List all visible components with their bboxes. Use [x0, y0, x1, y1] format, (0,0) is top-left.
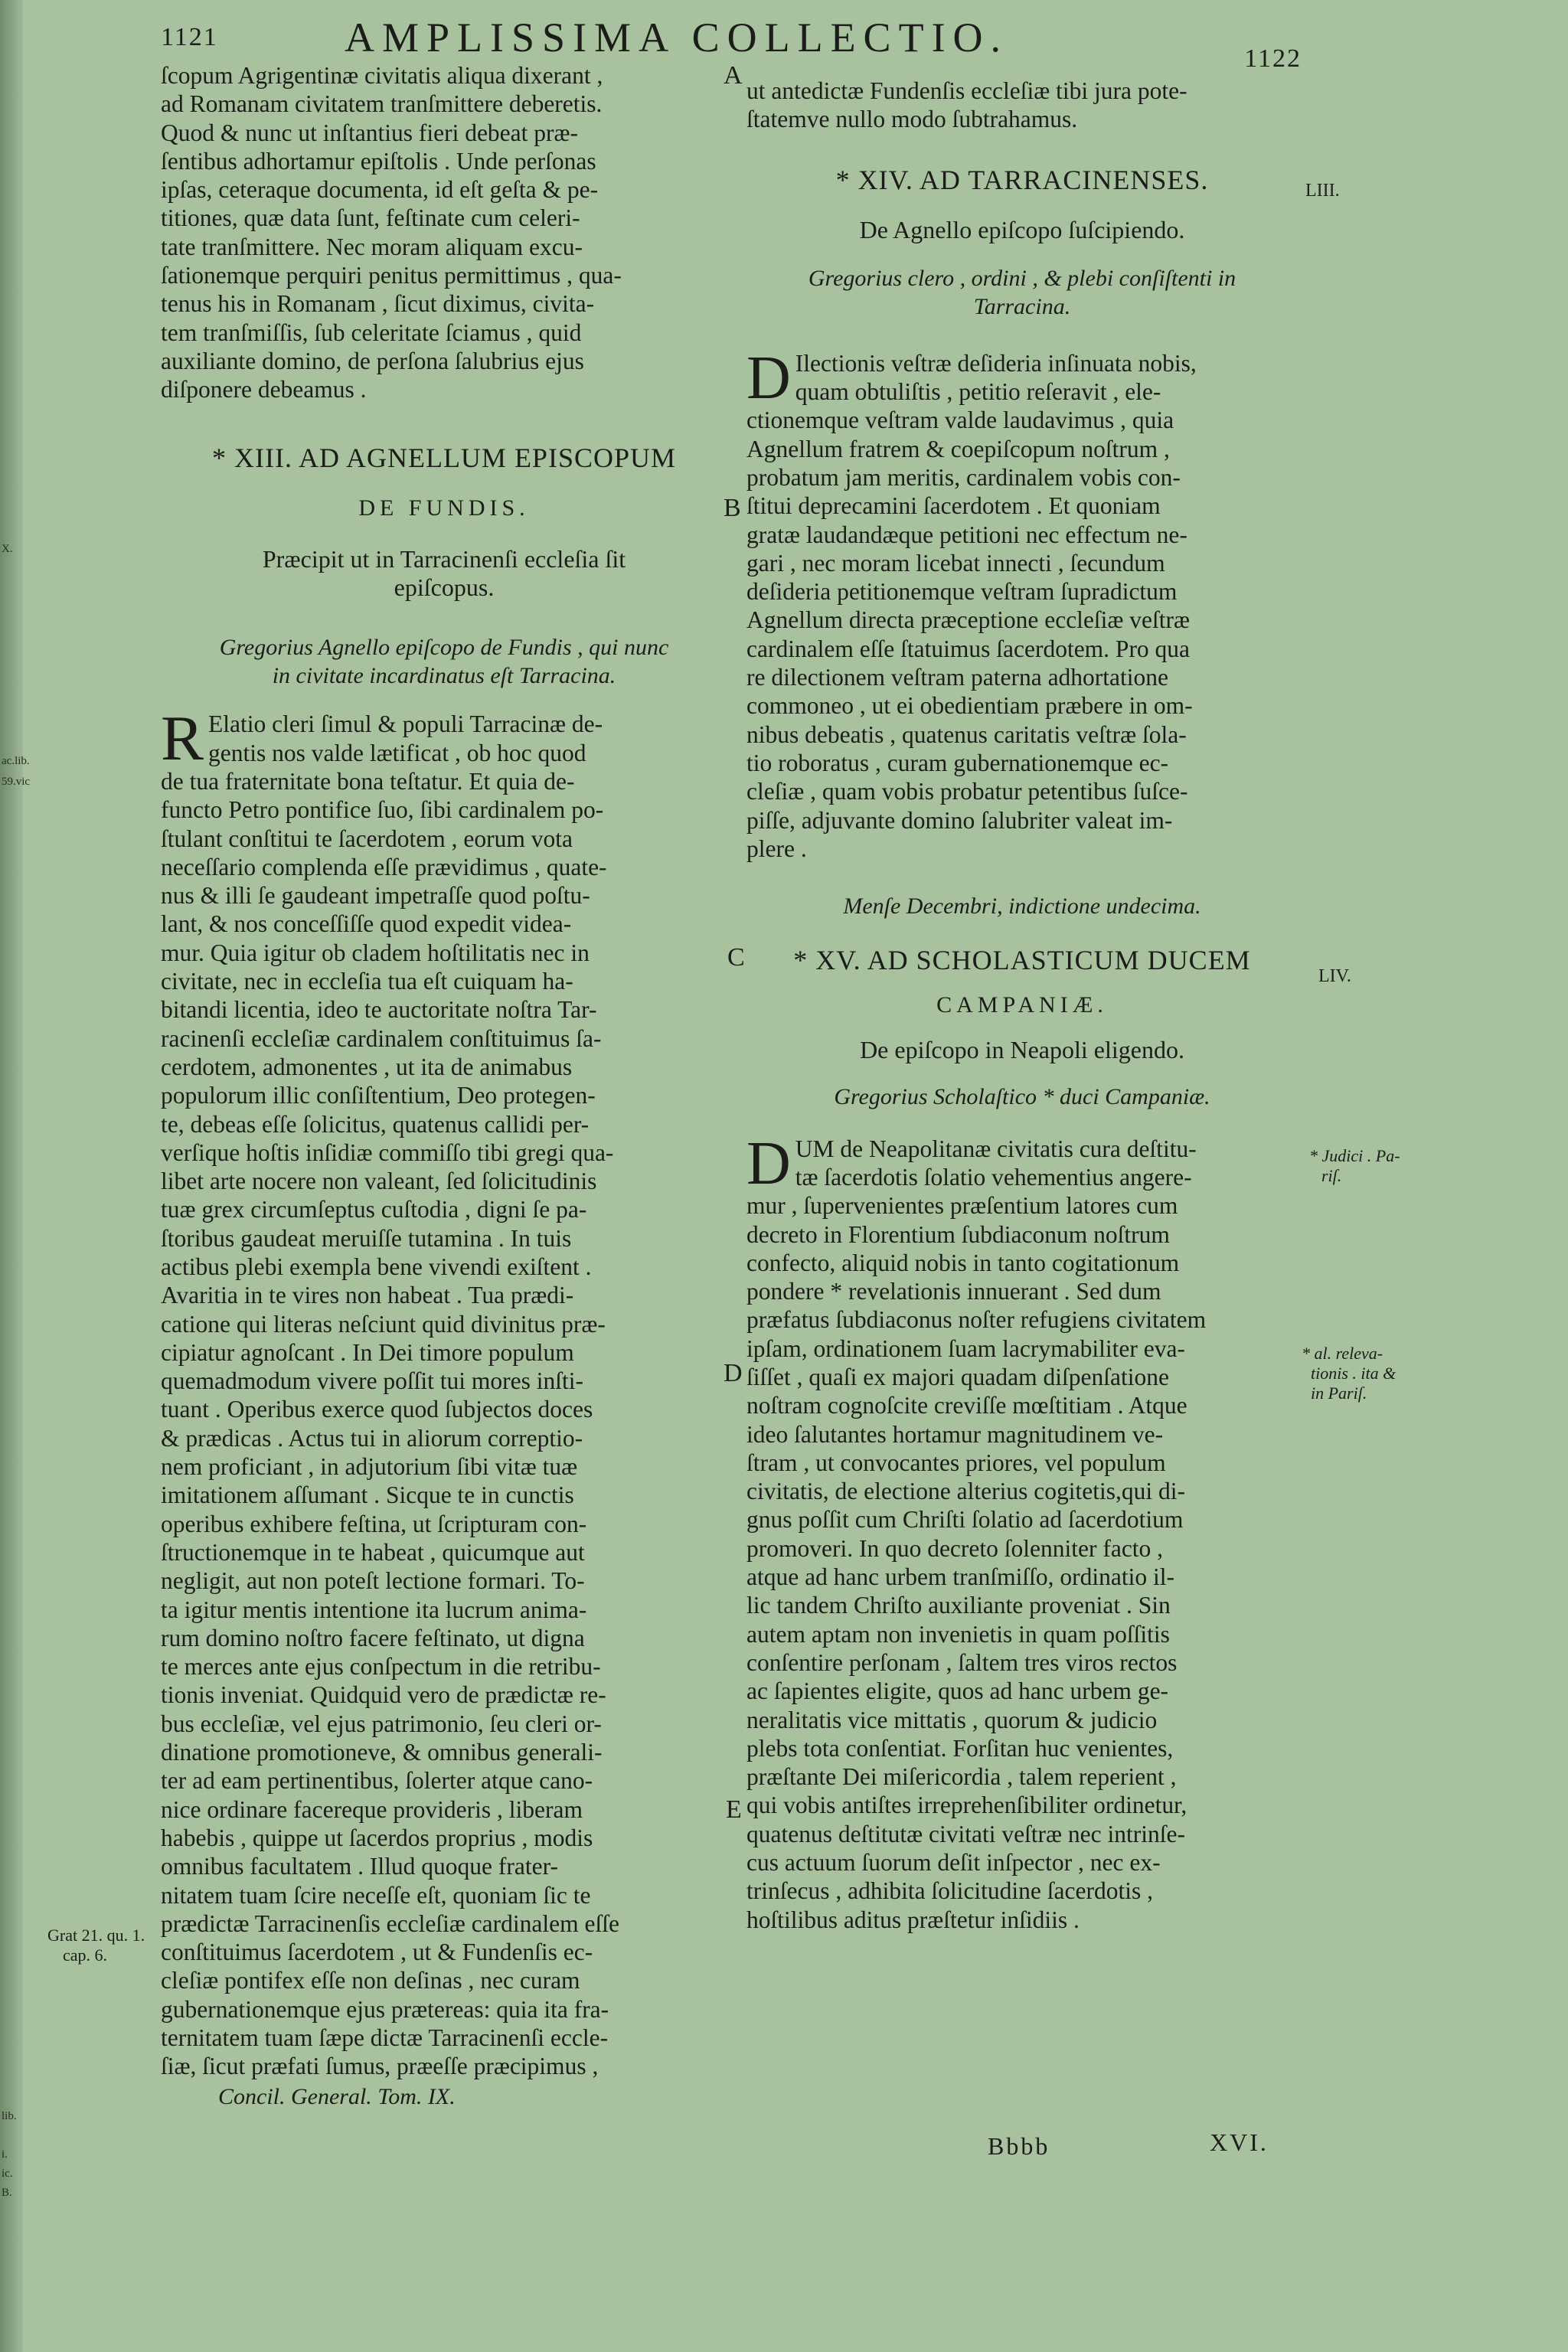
margin-letter: C — [727, 943, 745, 972]
letter-date: Menſe Decembri, indictione undecima. — [843, 893, 1201, 920]
text-line: verſique hoſtis inſidiæ commiſſo tibi gregi qua- — [161, 1138, 614, 1166]
text-line: ut antedictæ Fundenſis eccleſiæ tibi jura pote- — [746, 77, 1187, 104]
text-line: ctionemque veſtram valde laudavimus , quia — [746, 407, 1174, 434]
side-note — [1302, 1344, 1396, 1403]
text-line: rum domino noſtro facere feſtinato, ut digna — [161, 1624, 585, 1651]
signature-mark: Bbbb — [988, 2132, 1050, 2160]
text-line: probatum jam meritis, cardinalem vobis con- — [746, 463, 1181, 491]
text-line: ſtoribus gaudeat meruiſſe tutamina . In tuis — [161, 1224, 572, 1252]
text-line: ac ſapientes eligite, quos ad hanc urbem ge- — [746, 1677, 1169, 1705]
text-line: negligit, aut non poteſt lectione formari. To- — [161, 1567, 585, 1595]
letter-address: Tarracina. — [973, 294, 1071, 320]
margin-mark: B. — [2, 2187, 12, 2199]
text-line: nice ordinare facereque provideris , liberam — [161, 1795, 583, 1823]
side-note-line: in Pariſ. — [1311, 1383, 1367, 1403]
section-summary: Præcipit ut in Tarracinenſi eccleſia ſit — [262, 545, 626, 573]
page-gutter — [0, 0, 31, 2352]
text-line: nem proficiant , in adjutorium ſibi vitæ tuæ — [161, 1453, 578, 1481]
section-heading: * XV. AD SCHOLASTICUM DUCEM — [793, 945, 1251, 976]
text-line: neralitatis vice mittatis , quorum & judicio — [746, 1706, 1158, 1733]
section-summary: De Agnello epiſcopo ſuſcipiendo. — [859, 215, 1185, 243]
text-line: gratæ laudandæque petitioni nec effectum ne- — [746, 521, 1187, 548]
text-line: mur. Quia igitur ob cladem hoſtilitatis nec in — [161, 939, 590, 966]
section-subheading: DE FUNDIS. — [358, 495, 530, 521]
text-line: auxiliante domino, de perſona ſalubrius ejus — [161, 347, 584, 374]
text-line: bitandi licentia, ideo te auctoritate noſtra Tar- — [161, 996, 597, 1024]
text-line: tionis inveniat. Quidquid vero de prædictæ re- — [161, 1681, 606, 1709]
text-line: Avaritia in te vires non habeat . Tua prædi- — [161, 1282, 574, 1309]
text-line: civitatis, de electione alterius cogitetis,qui di- — [746, 1478, 1185, 1505]
text-line: titiones, quæ data ſunt, feſtinate cum celeri- — [161, 204, 580, 232]
side-note-line: Grat 21. qu. 1. — [47, 1926, 145, 1945]
side-note — [1309, 1146, 1400, 1186]
section-heading: * XIII. AD AGNELLUM EPISCOPUM — [211, 442, 677, 473]
drop-cap: D — [746, 1129, 791, 1197]
text-line: lic tandem Chriſto auxiliante proveniat . Sin — [746, 1592, 1171, 1619]
text-line: ipſam, ordinationem ſuam lacrymabiliter eva- — [746, 1334, 1185, 1362]
letter-address: in civitate incardinatus eſt Tarracina. — [272, 663, 616, 689]
text-line: quemadmodum vivere poſſit tui mores inſti- — [161, 1367, 584, 1395]
text-line: lant, & nos conceſſiſſe quod expedit videa- — [161, 910, 572, 938]
text-line: conſtituimus ſacerdotem , ut & Fundenſis ec- — [161, 1939, 593, 1966]
text-line: ſtructionemque in te habeat , quicumque aut — [161, 1538, 585, 1566]
page-number-right: 1122 — [1244, 44, 1302, 73]
side-note-line: cap. 6. — [63, 1945, 108, 1965]
section-heading: * XIV. AD TARRACINENSES. — [835, 164, 1209, 195]
text-line: nitatem tuam ſcire neceſſe eſt, quoniam ſic te — [161, 1881, 591, 1909]
left-column — [161, 61, 727, 2111]
margin-mark: ic. — [2, 2167, 13, 2180]
text-line: ſiſſet , quaſi ex majori quadam diſpenſatione — [746, 1363, 1169, 1390]
text-line: tenus his in Romanam , ſicut diximus, civita- — [161, 290, 595, 318]
margin-mark: 59.vic — [2, 776, 31, 788]
text-line: qui vobis antiſtes irreprehenſibiliter ordinetur, — [746, 1792, 1187, 1819]
text-line: autem aptam non invenietis in quam poſſitis — [746, 1620, 1170, 1648]
text-line: cipiatur agnoſcant . In Dei timore populum — [161, 1338, 574, 1366]
text-line: cus actuum ſuorum deſit inſpector , nec ex- — [746, 1849, 1161, 1877]
letter-address: Gregorius Agnello epiſcopo de Fundis , qui nunc — [219, 634, 669, 660]
text-line: ſtram , ut convocantes priores, vel populum — [746, 1449, 1166, 1476]
text-line: atque ad hanc urbem tranſmiſſo, ordinatio il- — [746, 1563, 1174, 1591]
section-summary: De epiſcopo in Neapoli eligendo. — [860, 1036, 1184, 1064]
text-line: quatenus deſtitutæ civitati veſtræ nec intrinſe- — [746, 1820, 1185, 1847]
signature-number: XVI. — [1210, 2128, 1269, 2156]
text-line: catione qui literas neſciunt quid divinitus præ- — [161, 1310, 606, 1338]
text-line: imitationem aſſumant . Sicque te in cunctis — [161, 1481, 574, 1509]
text-line: plebs tota conſentiat. Forſitan huc venientes, — [746, 1734, 1174, 1762]
page-title: AMPLISSIMA COLLECTIO. — [345, 15, 1009, 60]
text-line: commoneo , ut ei obedientiam præbere in om- — [746, 692, 1193, 720]
text-line: ſationemque perquiri penitus permittimus , qua- — [161, 262, 622, 289]
page-number-left: 1121 — [161, 23, 218, 51]
margin-letter: B — [724, 494, 741, 522]
text-line: decreto in Florentium ſubdiaconum noſtrum — [746, 1220, 1170, 1248]
text-line: tuant . Operibus exerce quod ſubjectos doces — [161, 1396, 593, 1423]
text-line: ſtitui deprecamini ſacerdotem . Et quoniam — [746, 492, 1161, 520]
section-summary: epiſcopus. — [394, 573, 495, 602]
drop-cap: D — [746, 344, 791, 412]
text-line: trinſecus , adhibita ſolicitudine ſacerdotis , — [746, 1877, 1153, 1905]
letter-body — [161, 703, 727, 2080]
text-line: tate tranſmittere. Nec moram aliquam excu- — [161, 233, 583, 260]
text-line: nus & illi ſe gaudeant impetraſſe quod poſtu- — [161, 882, 590, 910]
text-line: ſtatemve nullo modo ſubtrahamus. — [746, 106, 1078, 133]
text-line: & prædicas . Actus tui in aliorum correptio- — [161, 1424, 583, 1452]
text-line: populorum illic conſiſtentium, Deo protegen- — [161, 1082, 596, 1109]
text-line: præſtante Dei miſericordia , talem reperient , — [746, 1763, 1177, 1791]
text-line: nibus debeatis , quatenus caritatis veſtræ ſola- — [746, 720, 1187, 748]
margin-letter: A — [724, 61, 743, 90]
text-line: cleſiæ pontifex eſſe non deſinas , nec curam — [161, 1967, 580, 1994]
text-line: quam obtuliſtis , petitio reſeravit , ele- — [795, 378, 1161, 406]
margin-letter: D — [724, 1359, 743, 1387]
text-line: te merces ante ejus conſpectum in die retribu- — [161, 1653, 601, 1681]
text-line: diſponere debeamus . — [161, 376, 367, 403]
side-note — [47, 1926, 145, 1965]
text-line: Quod & nunc ut inſtantius fieri debeat præ- — [161, 119, 579, 146]
drop-cap: R — [161, 703, 204, 775]
text-line: deſideria petitionemque veſtram ſupradictum — [746, 578, 1178, 606]
side-note-line: * Judici . Pa- — [1309, 1146, 1400, 1165]
text-line: racinenſi eccleſiæ cardinalem conſtituimus ſa- — [161, 1024, 602, 1052]
text-line: UM de Neapolitanæ civitatis cura deſtitu- — [795, 1135, 1197, 1162]
margin-mark: ac.lib. — [2, 755, 30, 767]
text-line: gentis nos valde lætificat , ob hoc quod — [208, 739, 586, 766]
text-line: habebis , quippe ut ſacerdos proprius , modis — [161, 1824, 593, 1851]
text-line: omnibus facultatem . Illud quoque frater- — [161, 1853, 558, 1880]
text-line: bus eccleſiæ, vel ejus patrimonio, ſeu cleri or- — [161, 1710, 602, 1737]
letter-address: Gregorius clero , ordini , & plebi conſiſtenti in — [808, 266, 1236, 292]
text-line: gari , nec moram licebat innecti , ſecundum — [746, 549, 1165, 577]
text-line: Elatio cleri ſimul & populi Tarracinæ de- — [208, 710, 603, 738]
text-line: dinatione promotioneve, & omnibus generali- — [161, 1739, 603, 1766]
margin-letter: E — [726, 1795, 742, 1824]
text-line: ta igitur mentis intentione ita lucrum anima- — [161, 1596, 587, 1623]
text-line: tem tranſmiſſis, ſub celeritate ſciamus , quid — [161, 318, 582, 346]
letter-number: LIII. — [1305, 181, 1340, 201]
text-line: prædictæ Tarracinenſis eccleſiæ cardinalem eſſe — [161, 1909, 619, 1937]
letter-number: LIV. — [1318, 966, 1351, 986]
letter-address: Gregorius Scholaſtico * duci Campaniæ. — [834, 1084, 1210, 1110]
text-line: neceſſario complenda eſſe prævidimus , quate- — [161, 853, 607, 880]
text-line: tio roboratus , curam gubernationemque ec- — [746, 749, 1169, 776]
text-line: conſentire perſonam , ſaltem tres viros rectos — [746, 1648, 1178, 1676]
text-line: Agnellum fratrem & coepiſcopum noſtrum , — [746, 435, 1170, 462]
text-line: cardinalem eſſe ſtatuimus ſacerdotem. Pro qua — [746, 635, 1191, 662]
text-line: gubernationemque ejus prætereas: quia ita fra- — [161, 1995, 609, 2023]
text-line: ternitatem tuam ſæpe dictæ Tarracinenſi eccle- — [161, 2024, 609, 2051]
text-line: hoſtilibus aditus præſtetur inſidiis . — [746, 1906, 1080, 1933]
letter-body — [746, 344, 1298, 863]
section-subheading: CAMPANIÆ. — [936, 991, 1108, 1018]
letter-body — [746, 1129, 1298, 1934]
volume-footer: Concil. General. Tom. IX. — [218, 2083, 456, 2109]
text-line: re dilectionem veſtram paterna adhortatione — [746, 664, 1169, 691]
text-line: ter ad eam pertinentibus, ſolerter atque cano- — [161, 1767, 593, 1795]
side-note-line: * al. releva- — [1302, 1344, 1383, 1363]
text-line: Ilectionis veſtræ deſideria inſinuata nobis, — [795, 349, 1197, 377]
side-note-line: riſ. — [1321, 1166, 1342, 1185]
text-line: de tua fraternitate bona teſtatur. Et quia de- — [161, 767, 575, 795]
right-column — [746, 77, 1298, 1934]
text-line: noſtram cognoſcite creviſſe mœſtitiam . Atque — [746, 1392, 1187, 1419]
margin-mark: lib. — [2, 2110, 17, 2122]
margin-mark: i. — [2, 2148, 8, 2161]
text-line: præfatus ſubdiaconus noſter refugiens civitatem — [746, 1306, 1207, 1334]
text-line: mur , ſupervenientes præſentium latores cum — [746, 1192, 1178, 1220]
text-line: operibus exhibere feſtina, ut ſcripturam con- — [161, 1510, 587, 1537]
text-line: actibus plebi exempla bene vivendi exiſtent . — [161, 1253, 592, 1280]
running-head — [161, 14, 1302, 73]
text-line: pondere * revelationis innuerant . Sed dum — [746, 1278, 1161, 1305]
text-line: ſtulant conſtitui te ſacerdotem , eorum vota — [161, 825, 573, 852]
text-line: promoveri. In quo decreto ſolenniter facto , — [746, 1534, 1164, 1562]
text-line: ideo ſalutantes hortamur magnitudinem ve- — [746, 1420, 1164, 1448]
text-line: civitate, nec in eccleſia tua eſt cuiquam ha- — [161, 968, 573, 995]
text-line: te, debeas eſſe ſolicitus, quatenus callidi per- — [161, 1110, 590, 1138]
text-line: ſiæ, ſicut præfati ſumus, præeſſe præcipimus , — [161, 2053, 599, 2080]
text-line: ipſas, ceteraque documenta, id eſt geſta & pe- — [161, 176, 599, 204]
margin-mark: X. — [2, 543, 13, 555]
text-line: gnus poſſit cum Chriſti ſolatio ad ſacerdotium — [746, 1506, 1184, 1534]
text-line: ſentibus adhortamur epiſtolis . Unde perſonas — [161, 147, 596, 175]
text-line: piſſe, adjuvante domino ſalubriter valeat im- — [746, 806, 1173, 834]
text-line: cleſiæ , quam vobis probatur petentibus ſuſce- — [746, 778, 1188, 805]
text-line: tæ ſacerdotis ſolatio vehementius angere- — [795, 1163, 1192, 1191]
text-line: cerdotem, admonentes , ut ita de animabus — [161, 1053, 573, 1080]
text-line: plere . — [746, 835, 807, 862]
text-line: libet arte nocere non valeant, ſed ſolicitudinis — [161, 1168, 597, 1195]
side-note-line: tionis . ita & — [1311, 1364, 1396, 1383]
text-line: Agnellum directa præceptione eccleſiæ veſtræ — [746, 606, 1191, 634]
text-line: functo Petro pontifice ſuo, ſibi cardinalem po- — [161, 796, 604, 824]
text-line: confecto, aliquid nobis in tanto cogitationum — [746, 1249, 1180, 1276]
text-line: tuæ grex circumſeptus cuſtodia , digni ſe pa- — [161, 1196, 587, 1223]
text-line: ad Romanam civitatem tranſmittere deberetis. — [161, 90, 603, 118]
text-line: ſcopum Agrigentinæ civitatis aliqua dixerant , — [161, 62, 603, 89]
